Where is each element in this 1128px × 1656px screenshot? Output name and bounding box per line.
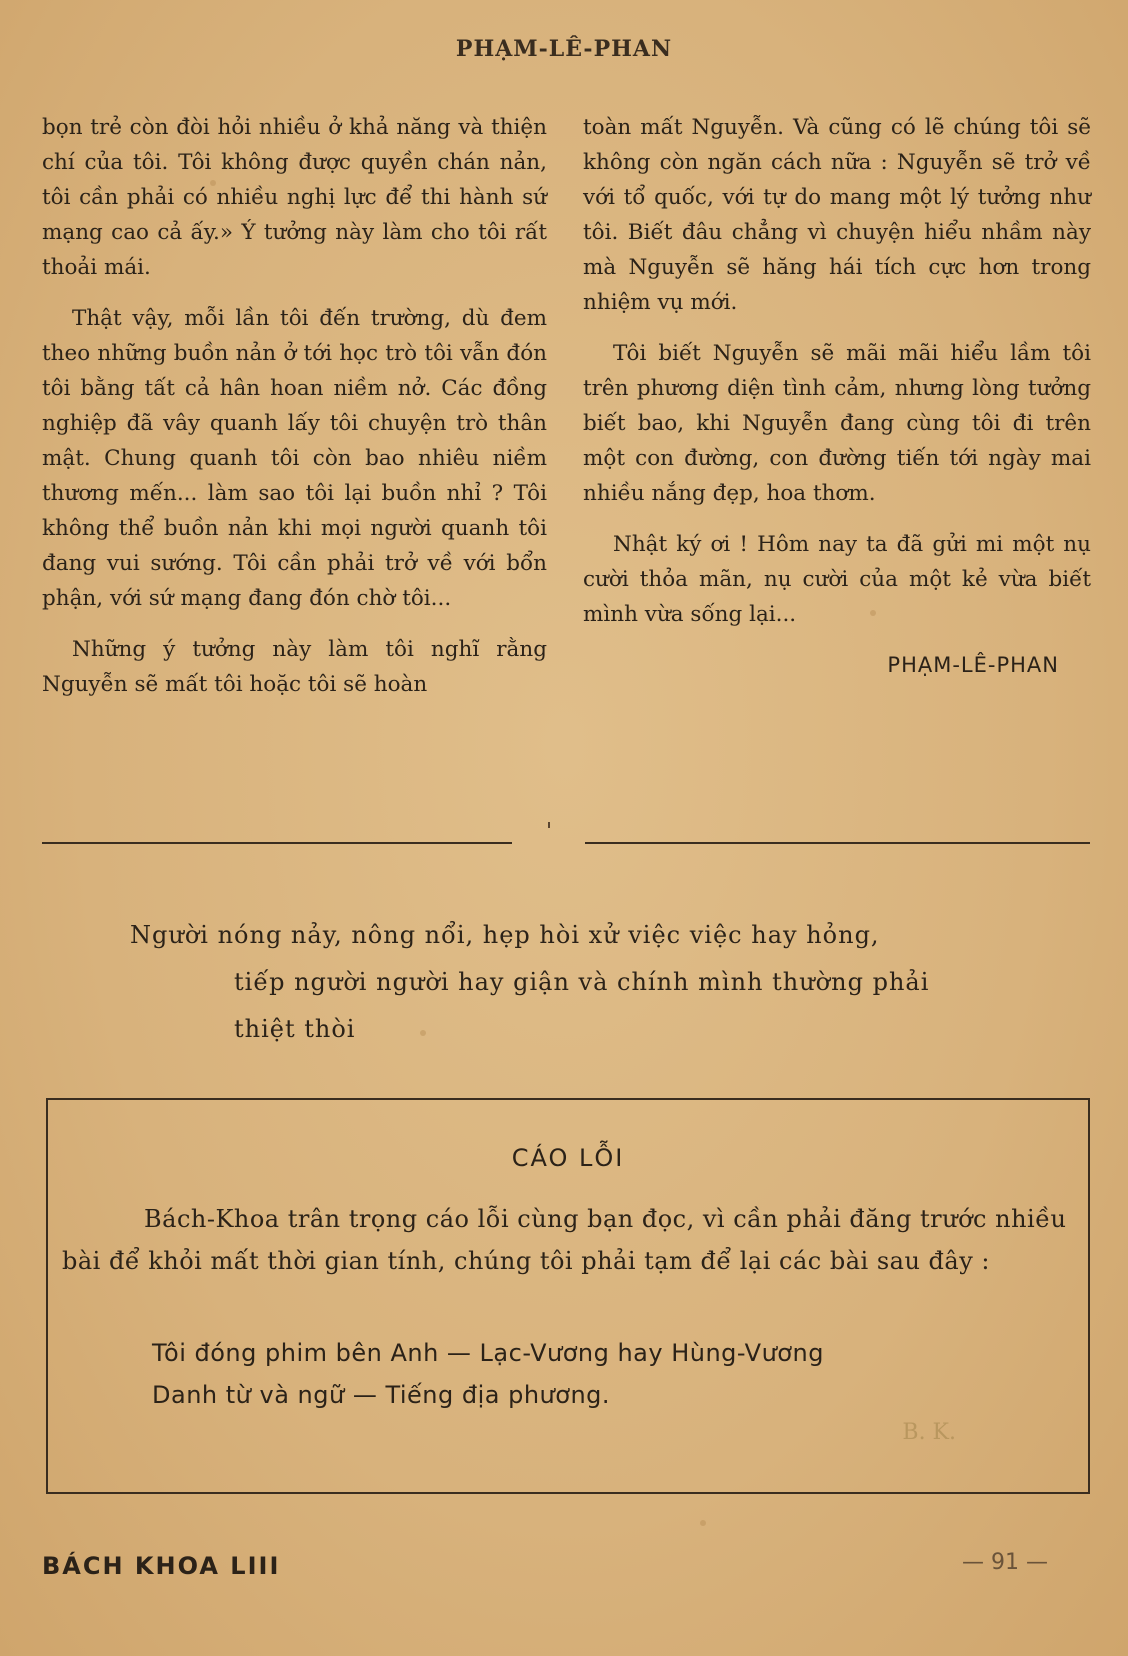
proverb-line: tiếp người người hay giận và chính mình thường phải [234,968,930,996]
notice-list-item: Danh từ và ngữ — Tiếng địa phương. [152,1381,611,1409]
running-head: PHẠM-LÊ-PHAN [455,36,673,62]
magazine-name: BÁCH KHOA LIII [42,1552,281,1580]
proverb-line: Người nóng nảy, nông nổi, hẹp hòi xử việc việc hay hỏng, [130,921,880,949]
article-paragraph: Tôi biết Nguyễn sẽ mãi mãi hiểu lầm tôi trên phương diện tình cảm, nhưng lòng tưởng biết bao, khi Nguyễn đang cùng tôi đi trên một con đường, con đường tiến tới ngày mai nhiều nắng đẹp, hoa thơm. [583,341,1091,506]
paper-fleck [700,1520,706,1526]
notice-title: CÁO LỖI [511,1144,625,1172]
article-paragraph: Nhật ký ơi ! Hôm nay ta đã gửi mi một nụ cười thỏa mãn, nụ cười của một kẻ vừa biết mình vừa sống lại... [583,532,1091,627]
page-number: — 91 — [962,1550,1048,1575]
article-right-column [583,110,1091,683]
proverb-block [130,912,1090,1053]
notice-list [152,1332,824,1416]
notice-list-item: Tôi đóng phim bên Anh — Lạc-Vương hay Hùng-Vương [152,1339,824,1367]
notice-box [46,1098,1090,1494]
article-signature: PHẠM-LÊ-PHAN [887,653,1059,677]
article-paragraph: Những ý tưởng này làm tôi nghĩ rằng Nguyễn sẽ mất tôi hoặc tôi sẽ hoàn [42,637,547,697]
proverb-line: thiệt thòi [234,1015,356,1043]
article-left-column [42,110,547,718]
article-paragraph: toàn mất Nguyễn. Và cũng có lẽ chúng tôi sẽ không còn ngăn cách nữa : Nguyễn sẽ trở về với tổ quốc, với tự do mang một lý tưởng như tôi. Biết đâu chẳng vì chuyện hiểu nhầm này mà Nguyễn sẽ hăng hái tích cực hơn trong nhiệm vụ mới. [583,115,1091,315]
article-paragraph: bọn trẻ còn đòi hỏi nhiều ở khả năng và thiện chí của tôi. Tôi không được quyền chán nản, tôi cần phải có nhiều nghị lực để thi hành sứ mạng cao cả ấy.» Ý tưởng này làm cho tôi rất thoải mái. [42,115,547,280]
section-divider-left [42,842,512,844]
notice-text: Bách-Khoa trân trọng cáo lỗi cùng bạn đọc, vì cần phải đăng trước nhiều bài để khỏi mất thời gian tính, chúng tôi phải tạm để lại các bài sau đây : [62,1205,1067,1275]
notice-body [62,1198,1072,1282]
article-paragraph: Thật vậy, mỗi lần tôi đến trường, dù đem theo những buồn nản ở tới học trò tôi vẫn đón tôi bằng tất cả hân hoan niềm nở. Các đồng nghiệp đã vây quanh lấy tôi chuyện trò thân mật. Chung quanh tôi còn bao nhiêu niềm thương mến... làm sao tôi lại buồn nhỉ ? Tôi không thể buồn nản khi mọi người quanh tôi đang vui sướng. Tôi cần phải trở về với bổn phận, với sứ mạng đang đón chờ tôi... [42,306,547,611]
section-divider-right [585,842,1090,844]
divider-tick [548,822,550,828]
notice-signature: B. K. [902,1420,956,1445]
